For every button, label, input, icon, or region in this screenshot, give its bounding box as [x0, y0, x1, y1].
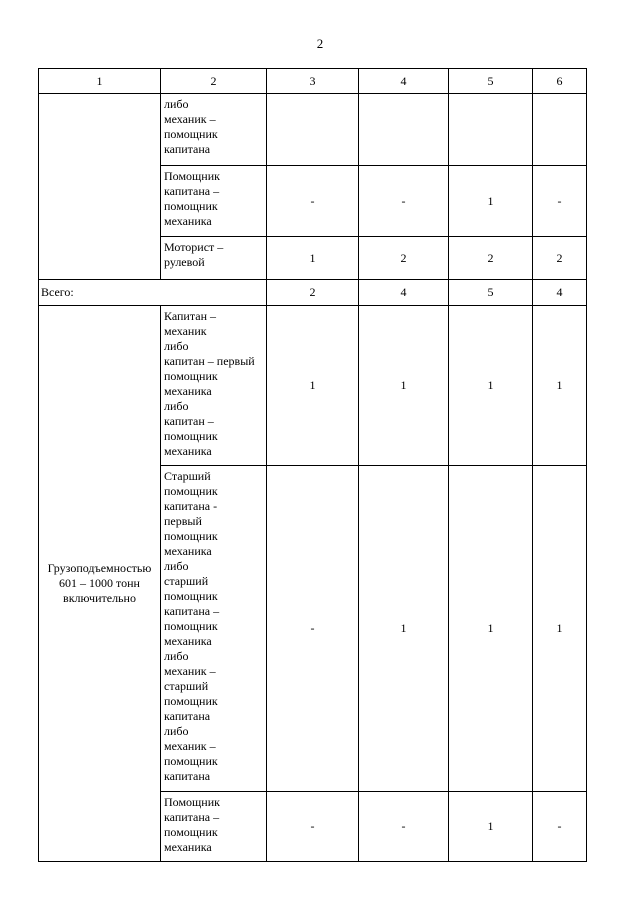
- cell-text-line: Грузоподъемностью: [47, 561, 152, 575]
- group-label-cell: [39, 306, 161, 862]
- cell-text-line: капитан –: [164, 414, 214, 428]
- role-cell: [161, 466, 267, 792]
- page-number: 2: [316, 36, 324, 51]
- cell-text-line: помощник: [164, 529, 218, 543]
- cell-text-line: Моторист –: [164, 240, 224, 254]
- column-header: 3: [267, 69, 359, 94]
- cell-text-line: старший: [164, 679, 209, 693]
- cell-text-line: механика: [164, 384, 212, 398]
- cell-text-line: помощник: [164, 754, 218, 768]
- cell-text-line: механика: [164, 544, 212, 558]
- cell-text-line: либо: [164, 97, 189, 111]
- cell-text: [164, 97, 263, 157]
- value-cell: -: [359, 792, 449, 862]
- group-label-cell: [39, 94, 161, 280]
- cell-text-line: либо: [164, 724, 189, 738]
- cell-text-line: первый: [164, 514, 202, 528]
- value-cell: 1: [359, 306, 449, 466]
- column-header: 5: [449, 69, 533, 94]
- column-header: 4: [359, 69, 449, 94]
- cell-text-line: либо: [164, 399, 189, 413]
- value-cell: 1: [449, 466, 533, 792]
- cell-text-line: либо: [164, 559, 189, 573]
- cell-text-line: помощник: [164, 369, 218, 383]
- cell-text: [164, 169, 263, 229]
- value-cell: -: [533, 166, 587, 237]
- cell-text: [41, 561, 158, 606]
- value-cell: 2: [533, 237, 587, 280]
- cell-text-line: 601 – 1000 тонн: [59, 576, 140, 590]
- cell-text-line: Старший: [164, 469, 211, 483]
- cell-text: [164, 469, 263, 784]
- cell-text-line: капитана: [164, 769, 211, 783]
- value-cell: 1: [449, 792, 533, 862]
- value-cell: -: [359, 166, 449, 237]
- cell-text-line: механик: [164, 324, 207, 338]
- value-cell: -: [267, 466, 359, 792]
- cell-text-line: помощник: [164, 484, 218, 498]
- value-cell: -: [267, 166, 359, 237]
- cell-text-line: капитана –: [164, 810, 220, 824]
- column-header: 6: [533, 69, 587, 94]
- value-cell: 1: [533, 466, 587, 792]
- cell-text-line: старший: [164, 574, 209, 588]
- cell-text-line: либо: [164, 649, 189, 663]
- value-cell: 1: [267, 306, 359, 466]
- cell-text-line: механика: [164, 214, 212, 228]
- cell-text-line: помощник: [164, 825, 218, 839]
- cell-text-line: механик –: [164, 112, 216, 126]
- cell-text-line: капитана –: [164, 604, 220, 618]
- cell-text: [164, 240, 263, 270]
- total-row: [39, 280, 587, 306]
- cell-text-line: помощник: [164, 199, 218, 213]
- table-row: [39, 306, 587, 466]
- value-cell: [267, 94, 359, 166]
- table-row: [39, 94, 587, 166]
- header-row: [39, 69, 587, 94]
- cell-text-line: либо: [164, 339, 189, 353]
- value-cell: 1: [267, 237, 359, 280]
- value-cell: 1: [449, 306, 533, 466]
- cell-text-line: рулевой: [164, 255, 205, 269]
- role-cell: [161, 94, 267, 166]
- value-cell: 1: [359, 466, 449, 792]
- cell-text-line: помощник: [164, 589, 218, 603]
- cell-text-line: механика: [164, 444, 212, 458]
- total-value: 4: [359, 280, 449, 306]
- cell-text-line: Помощник: [164, 795, 220, 809]
- cell-text-line: механика: [164, 840, 212, 854]
- cell-text-line: включительно: [63, 591, 136, 605]
- value-cell: 2: [359, 237, 449, 280]
- cell-text-line: капитана: [164, 709, 211, 723]
- column-header: 2: [161, 69, 267, 94]
- total-value: 5: [449, 280, 533, 306]
- role-cell: [161, 792, 267, 862]
- value-cell: [533, 94, 587, 166]
- cell-text: [164, 309, 263, 459]
- value-cell: -: [533, 792, 587, 862]
- cell-text-line: капитана: [164, 142, 211, 156]
- total-value: 4: [533, 280, 587, 306]
- value-cell: -: [267, 792, 359, 862]
- crew-table: [38, 68, 587, 862]
- cell-text-line: помощник: [164, 694, 218, 708]
- cell-text-line: Капитан –: [164, 309, 216, 323]
- total-label: Всего:: [39, 280, 267, 306]
- cell-text-line: капитан – первый: [164, 354, 255, 368]
- value-cell: 2: [449, 237, 533, 280]
- cell-text-line: Помощник: [164, 169, 220, 183]
- cell-text-line: помощник: [164, 619, 218, 633]
- cell-text-line: механик –: [164, 739, 216, 753]
- column-header: 1: [39, 69, 161, 94]
- value-cell: [449, 94, 533, 166]
- role-cell: [161, 306, 267, 466]
- value-cell: 1: [533, 306, 587, 466]
- role-cell: [161, 237, 267, 280]
- cell-text: [164, 795, 263, 855]
- cell-text-line: помощник: [164, 127, 218, 141]
- cell-text-line: капитана -: [164, 499, 218, 513]
- cell-text-line: капитана –: [164, 184, 220, 198]
- total-value: 2: [267, 280, 359, 306]
- value-cell: 1: [449, 166, 533, 237]
- cell-text-line: механик –: [164, 664, 216, 678]
- role-cell: [161, 166, 267, 237]
- cell-text-line: механика: [164, 634, 212, 648]
- cell-text-line: помощник: [164, 429, 218, 443]
- value-cell: [359, 94, 449, 166]
